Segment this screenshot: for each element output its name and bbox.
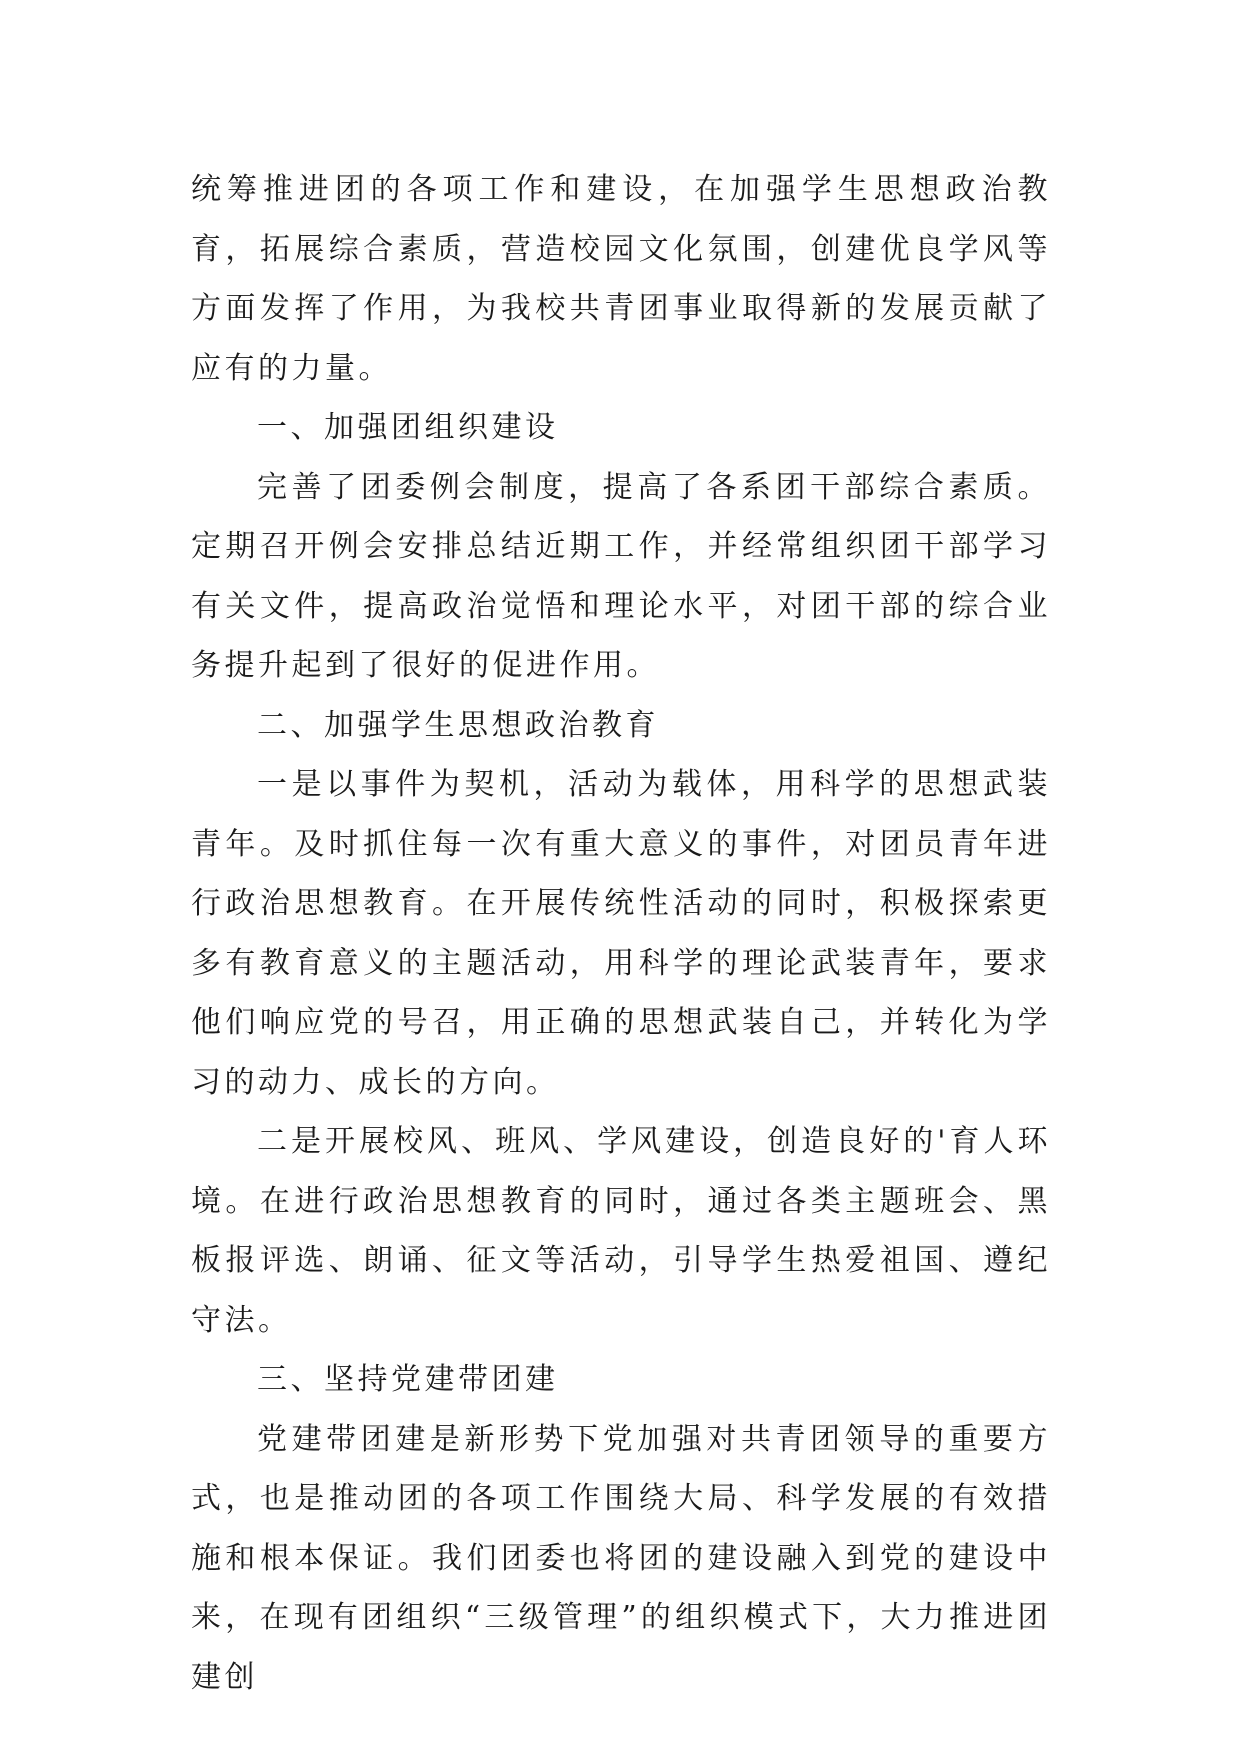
body-paragraph: 党建带团建是新形势下党加强对共青团领导的重要方式，也是推动团的各项工作围绕大局、科学发展的有效措施和根本保证。我们团委也将团的建设融入到党的建设中来，在现有团组织“三级管理”的组织模式下，大力推进团建创: [191, 1421, 1051, 1695]
body-paragraph: 二是开展校风、班风、学风建设，创造良好的'育人环境。在进行政治思想教育的同时，通过各类主题班会、黑板报评选、朗诵、征文等活动，引导学生热爱祖国、遵纪守法。: [191, 1124, 1051, 1338]
body-paragraph: 完善了团委例会制度，提高了各系团干部综合素质。定期召开例会安排总结近期工作，并经常组织团干部学习有关文件，提高政治觉悟和理论水平，对团干部的综合业务提升起到了很好的促进作用。: [191, 469, 1051, 683]
section-heading: 二、加强学生思想政治教育: [257, 707, 659, 743]
document-body: [191, 160, 1051, 1707]
body-paragraph: 一是以事件为契机，活动为载体，用科学的思想武装青年。及时抓住每一次有重大意义的事件，对团员青年进行政治思想教育。在开展传统性活动的同时，积极探索更多有教育意义的主题活动，用科学的理论武装青年，要求他们响应党的号召，用正确的思想武装自己，并转化为学习的动力、成长的方向。: [191, 767, 1051, 1100]
section-heading: 三、坚持党建带团建: [257, 1362, 559, 1397]
section-heading: 一、加强团组织建设: [257, 410, 559, 445]
body-paragraph: 统筹推进团的各项工作和建设，在加强学生思想政治教育，拓展综合素质，营造校园文化氛围，创建优良学风等方面发挥了作用，为我校共青团事业取得新的发展贡献了应有的力量。: [191, 172, 1051, 386]
